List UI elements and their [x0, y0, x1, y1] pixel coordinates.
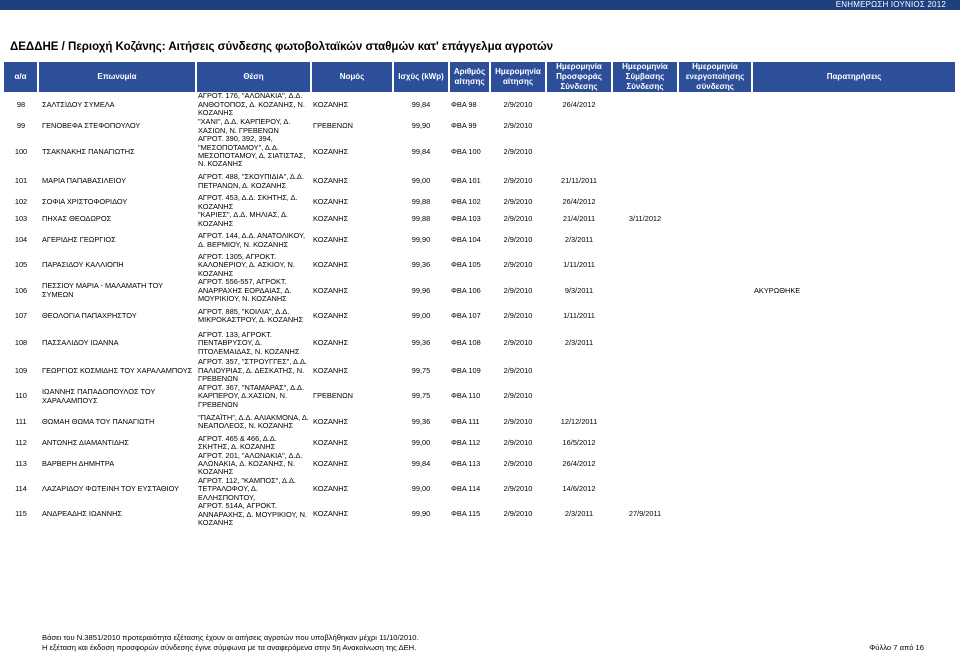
top-banner [0, 0, 960, 10]
cell-activation-date [678, 502, 752, 527]
col-header-prefecture: Νομός [311, 62, 393, 92]
cell-contract-date [612, 278, 678, 303]
cell-location: ΑΓΡΟΤ. 556-557, ΑΓΡΟΚΤ. ΑΝΑΡΡΑΧΗΣ ΕΟΡΔΑΙΑΣ, Δ. ΜΟΥΡΙΚΙΟΥ, Ν. ΚΟΖΑΝΗΣ [198, 278, 292, 304]
cell-app-date: 2/9/2010 [503, 235, 533, 245]
cell-no: 109 [14, 365, 28, 375]
cell-app-date: 2/9/2010 [503, 285, 533, 295]
cell-app-date: 2/9/2010 [503, 214, 533, 224]
cell-prefecture: ΚΟΖΑΝΗΣ [313, 484, 349, 494]
cell-offer-date: 9/3/2011 [564, 285, 594, 295]
cell-app-date: 2/9/2010 [503, 484, 533, 494]
cell-contract-date [612, 92, 678, 118]
col-header-app-date: Ημερομηνία αίτησης [490, 62, 546, 92]
cell-notes [752, 169, 956, 194]
table-row [4, 358, 956, 383]
cell-power: 99,84 [411, 146, 431, 156]
cell-notes [752, 502, 956, 527]
cell-prefecture: ΚΟΖΑΝΗΣ [313, 338, 349, 348]
cell-contract-date [612, 303, 678, 328]
cell-offer-date: 2/3/2011 [564, 235, 594, 245]
cell-prefecture: ΚΟΖΑΝΗΣ [313, 437, 349, 447]
cell-offer-date: 26/4/2012 [562, 458, 596, 468]
cell-no: 115 [15, 509, 27, 519]
cell-app-no: ΦΒΑ 99 [451, 121, 477, 131]
cell-name: ΠΕΣΣΙΟΥ ΜΑΡΙΑ - ΜΑΛΑΜΑΤΗ ΤΟΥ ΣΥΜΕΩΝ [42, 281, 163, 299]
table-row [4, 118, 956, 135]
cell-offer-date [546, 384, 612, 410]
cell-location: ΑΓΡΟΤ. 453, Δ.Δ. ΣΚΗΤΗΣ, Δ. ΚΟΖΑΝΗΣ [198, 194, 298, 211]
cell-location: "ΧΑΝΙ", Δ.Δ. ΚΑΡΠΕΡΟΥ, Δ. ΧΑΣΙΩΝ, Ν. ΓΡΕΒΕΝΩΝ [198, 118, 291, 135]
cell-power: 99,36 [411, 260, 431, 270]
cell-notes [752, 92, 956, 118]
cell-location: ΑΓΡΟΤ. 885, "ΚΟΙΛΙΑ", Δ.Δ. ΜΙΚΡΟΚΑΣΤΡΟΥ, Δ. ΚΟΖΑΝΗΣ [198, 306, 304, 324]
page-number: Φύλλο 7 από 16 [869, 643, 924, 652]
cell-offer-date: 12/12/2011 [560, 416, 598, 426]
cell-activation-date [678, 384, 752, 410]
cell-prefecture: ΚΟΖΑΝΗΣ [313, 285, 349, 295]
cell-contract-date [612, 358, 678, 383]
table-row [4, 502, 956, 527]
cell-app-no: ΦΒΑ 103 [451, 214, 481, 224]
cell-power: 99,75 [411, 365, 431, 375]
cell-offer-date: 26/4/2012 [562, 99, 596, 109]
table-row [4, 194, 956, 211]
cell-notes [752, 328, 956, 358]
cell-prefecture: ΚΟΖΑΝΗΣ [313, 458, 349, 468]
cell-name: ΠΑΣΣΑΛΙΔΟΥ ΙΩΑΝΝΑ [42, 338, 119, 348]
footer-note-2: Η εξέταση και έκδοση προσφορών σύνδεσης έγινε σύμφωνα με τα αναφερόμενα στην 5η Ανακοίνωση της ΔΕΗ. [42, 643, 417, 652]
cell-activation-date [678, 211, 752, 228]
cell-prefecture: ΚΟΖΑΝΗΣ [313, 214, 349, 224]
cell-app-no: ΦΒΑ 109 [451, 365, 481, 375]
table-row [4, 211, 956, 228]
cell-app-no: ΦΒΑ 110 [451, 391, 481, 401]
cell-offer-date: 2/3/2011 [564, 509, 594, 519]
cell-power: 99,90 [411, 235, 431, 245]
cell-location: ΑΓΡΟΤ. 133, ΑΓΡΟΚΤ. ΠΕΝΤΑΒΡΥΣΟΥ, Δ. ΠΤΟΛΕΜΑΙΔΑΣ, Ν. ΚΟΖΑΝΗΣ [198, 329, 300, 356]
cell-app-date: 2/9/2010 [503, 437, 533, 447]
cell-activation-date [678, 410, 752, 435]
cell-offer-date: 26/4/2012 [562, 197, 596, 207]
cell-power: 99,00 [411, 310, 431, 320]
table-row [4, 328, 956, 358]
cell-app-date: 2/9/2010 [503, 338, 533, 348]
col-header-contract-date: Ημερομηνία Σύμβασης Σύνδεσης [612, 62, 678, 92]
cell-notes [752, 435, 956, 452]
cell-prefecture: ΚΟΖΑΝΗΣ [313, 365, 349, 375]
cell-no: 110 [15, 391, 27, 401]
cell-name: ΓΕΩΡΓΙΟΣ ΚΟΣΜΙΔΗΣ ΤΟΥ ΧΑΡΑΛΑΜΠΟΥΣ [42, 365, 193, 375]
cell-name: ΑΝΔΡΕΑΔΗΣ ΙΩΑΝΝΗΣ [42, 509, 122, 519]
cell-name: ΓΕΝΟΒΕΦΑ ΣΤΕΦΟΠΟΥΛΟΥ [42, 121, 141, 131]
cell-notes [752, 228, 956, 253]
cell-name: ΣΟΦΙΑ ΧΡΙΣΤΟΦΟΡΙΔΟΥ [42, 197, 128, 207]
cell-power: 99,84 [411, 99, 431, 109]
cell-contract-date: 27/9/2011 [628, 509, 662, 519]
cell-power: 99,90 [411, 121, 431, 131]
cell-name: ΛΑΖΑΡΙΔΟΥ ΦΩΤΕΙΝΗ ΤΟΥ ΕΥΣΤΑΘΙΟΥ [42, 484, 180, 494]
cell-no: 104 [14, 235, 28, 245]
cell-offer-date: 1/11/2011 [563, 260, 595, 270]
cell-notes [752, 211, 956, 228]
col-header-notes: Παρατηρήσεις [752, 62, 956, 92]
cell-activation-date [678, 278, 752, 303]
cell-name: ΠΗΧΑΣ ΘΕΟΔΩΡΟΣ [42, 214, 112, 224]
cell-activation-date [678, 92, 752, 118]
col-header-app-no: Αριθμός αίτησης [449, 62, 490, 92]
table-row [4, 435, 956, 452]
table-row [4, 452, 956, 477]
cell-activation-date [678, 118, 752, 135]
cell-no: 98 [16, 99, 26, 109]
cell-app-date: 2/9/2010 [503, 146, 533, 156]
col-header-name: Επωνυμία [38, 62, 196, 92]
cell-app-no: ΦΒΑ 105 [451, 260, 481, 270]
cell-no: 101 [14, 176, 28, 186]
cell-notes [752, 477, 956, 502]
cell-notes [752, 253, 956, 278]
cell-activation-date [678, 135, 752, 169]
table-row [4, 169, 956, 194]
cell-prefecture: ΚΟΖΑΝΗΣ [313, 509, 349, 519]
cell-location: ΑΓΡΟΤ. 357, "ΣΤΡΟΥΓΓΕΣ", Δ.Δ. ΠΑΛΙΟΥΡΙΑΣ, Δ. ΔΕΣΚΑΤΗΣ, Ν. ΓΡΕΒΕΝΩΝ [198, 358, 307, 384]
cell-name: ΠΑΡΑΣΙΔΟΥ ΚΑΛΛΙΟΠΗ [42, 260, 124, 270]
page-title: ΔΕΔΔΗΕ / Περιοχή Κοζάνης: Αιτήσεις σύνδεσης φωτοβολταϊκών σταθμών κατ' επάγγελμα αγροτών [10, 41, 554, 53]
cell-prefecture: ΚΟΖΑΝΗΣ [313, 99, 349, 109]
cell-name: ΑΝΤΩΝΗΣ ΔΙΑΜΑΝΤΙΔΗΣ [42, 437, 129, 447]
cell-offer-date: 2/3/2011 [564, 338, 594, 348]
cell-app-no: ΦΒΑ 115 [451, 509, 481, 519]
cell-notes [752, 135, 956, 169]
cell-name: ΒΑΡΒΕΡΗ ΔΗΜΗΤΡΑ [42, 458, 115, 468]
table-row [4, 135, 956, 169]
cell-app-no: ΦΒΑ 107 [451, 310, 481, 320]
cell-contract-date: 3/11/2012 [628, 214, 662, 224]
cell-contract-date [612, 328, 678, 358]
cell-name: ΤΣΑΚΝΑΚΗΣ ΠΑΝΑΓΙΩΤΗΣ [42, 146, 135, 156]
cell-app-no: ΦΒΑ 114 [451, 484, 481, 494]
cell-activation-date [678, 358, 752, 383]
cell-activation-date [678, 194, 752, 211]
cell-name: ΑΓΕΡΙΔΗΣ ΓΕΩΡΓΙΟΣ [42, 235, 116, 245]
cell-notes [752, 118, 956, 135]
cell-app-no: ΦΒΑ 102 [451, 197, 481, 207]
cell-location: ΑΓΡΟΤ. 1305, ΑΓΡΟΚΤ. ΚΑΛΟΝΕΡΙΟΥ, Δ. ΑΣΚΙΟΥ, Ν. ΚΟΖΑΝΗΣ [198, 253, 295, 278]
cell-prefecture: ΚΟΖΑΝΗΣ [313, 310, 349, 320]
cell-location: ΑΓΡΟΤ. 390, 392, 394, "ΜΕΣΟΠΟΤΑΜΟΥ", Δ.Δ. ΜΕΣΟΠΟΤΑΜΟΥ, Δ. ΣΙΑΤΙΣΤΑΣ, Ν. ΚΟΖΑΝΗΣ [198, 135, 306, 169]
cell-power: 99,00 [411, 484, 431, 494]
footer-note-1: Βάσει του Ν.3851/2010 προτεραιότητα εξέτασης έχουν οι αιτήσεις αγροτών που υποβλήθηκαν μέχρι 11/10/2010. [42, 633, 419, 642]
cell-location: ΑΓΡΟΤ. 465 & 466, Δ.Δ. ΣΚΗΤΗΣ, Δ. ΚΟΖΑΝΗΣ [198, 434, 277, 452]
cell-contract-date [612, 194, 678, 211]
cell-offer-date: 21/4/2011 [562, 214, 596, 224]
cell-activation-date [678, 452, 752, 477]
cell-location: "ΠΑΖΑΪΤΗ", Δ.Δ. ΑΛΙΑΚΜΟΝΑ, Δ. ΝΕΑΠΟΛΕΟΣ, Ν. ΚΟΖΑΝΗΣ [198, 412, 309, 431]
cell-power: 99,00 [411, 437, 431, 447]
cell-app-date: 2/9/2010 [503, 458, 533, 468]
cell-no: 99 [16, 121, 26, 131]
cell-offer-date [546, 135, 612, 169]
cell-app-no: ΦΒΑ 104 [451, 235, 481, 245]
cell-power: 99,00 [411, 176, 431, 186]
cell-app-no: ΦΒΑ 111 [451, 416, 480, 426]
cell-prefecture: ΓΡΕΒΕΝΩΝ [313, 121, 353, 131]
table-header-row [4, 62, 956, 92]
cell-offer-date: 1/11/2011 [563, 310, 595, 320]
cell-notes [752, 303, 956, 328]
table-row [4, 253, 956, 278]
cell-app-no: ΦΒΑ 98 [451, 99, 477, 109]
cell-app-date: 2/9/2010 [503, 121, 533, 131]
cell-power: 99,88 [411, 214, 431, 224]
cell-location: ΑΓΡΟΤ. 112, "ΚΑΜΠΟΣ", Δ.Δ. ΤΕΤΡΑΛΟΦΟΥ, Δ. ΕΛΛΗΣΠΟΝΤΟΥ, [198, 476, 296, 502]
cell-name: ΘΩΜΑΗ ΘΩΜΑ ΤΟΥ ΠΑΝΑΓΙΩΤΗ [42, 416, 155, 426]
cell-app-no: ΦΒΑ 113 [451, 458, 481, 468]
cell-no: 100 [14, 146, 28, 156]
table-row [4, 477, 956, 502]
cell-no: 111 [15, 416, 27, 426]
cell-activation-date [678, 303, 752, 328]
cell-power: 99,88 [411, 197, 431, 207]
cell-no: 107 [14, 310, 28, 320]
cell-notes [752, 410, 956, 435]
cell-activation-date [678, 435, 752, 452]
cell-app-date: 2/9/2010 [503, 509, 533, 519]
cell-no: 108 [14, 338, 28, 348]
cell-contract-date [612, 228, 678, 253]
col-header-no: α/α [4, 62, 38, 92]
table-body [4, 92, 956, 527]
cell-name: ΣΑΛΤΣΙΔΟΥ ΣΥΜΕΛΑ [42, 99, 115, 109]
cell-power: 99,90 [411, 509, 431, 519]
cell-contract-date [612, 169, 678, 194]
col-header-activation-date: Ημερομηνία ενεργοποίησης σύνδεσης [678, 62, 752, 92]
cell-app-date: 2/9/2010 [503, 310, 533, 320]
cell-name: ΙΩΑΝΝΗΣ ΠΑΠΑΔΟΠΟΥΛΟΣ ΤΟΥ ΧΑΡΑΛΑΜΠΟΥΣ [42, 387, 156, 405]
cell-app-no: ΦΒΑ 100 [451, 146, 481, 156]
cell-app-date: 2/9/2010 [503, 391, 533, 401]
cell-location: ΑΓΡΟΤ. 176, "ΑΛΩΝΑΚΙΑ", Δ.Δ. ΑΝΘΟΤΟΠΟΣ, Δ. ΚΟΖΑΝΗΣ, Ν. ΚΟΖΑΝΗΣ [198, 92, 305, 118]
cell-location: "ΚΑΡΙΕΣ", Δ.Δ. ΜΗΛΙΑΣ, Δ. ΚΟΖΑΝΗΣ [198, 211, 288, 228]
cell-activation-date [678, 328, 752, 358]
cell-contract-date [612, 253, 678, 278]
cell-prefecture: ΚΟΖΑΝΗΣ [313, 176, 349, 186]
cell-no: 103 [14, 214, 28, 224]
cell-offer-date: 21/11/2011 [561, 176, 597, 186]
cell-notes [752, 194, 956, 211]
table-row [4, 278, 956, 303]
applications-table [4, 62, 957, 527]
cell-notes [752, 384, 956, 410]
cell-no: 102 [14, 197, 28, 207]
cell-name: ΜΑΡΙΑ ΠΑΠΑΒΑΣΙΛΕΙΟΥ [42, 176, 127, 186]
cell-activation-date [678, 228, 752, 253]
cell-power: 99,75 [411, 391, 431, 401]
cell-power: 99,84 [411, 458, 431, 468]
cell-offer-date [546, 358, 612, 383]
cell-power: 99,36 [411, 416, 431, 426]
cell-location: ΑΓΡΟΤ. 201, "ΑΛΩΝΑΚΙΑ", Δ.Δ. ΑΛΩΝΑΚΙΑ, Δ. ΚΟΖΑΝΗΣ, Ν. ΚΟΖΑΝΗΣ [198, 451, 303, 477]
table-row [4, 410, 956, 435]
applications-table-wrapper [0, 62, 960, 527]
cell-contract-date [612, 435, 678, 452]
cell-location: ΑΓΡΟΤ. 144, Δ.Δ. ΑΝΑΤΟΛΙΚΟΥ, Δ. ΒΕΡΜΙΟΥ, Ν. ΚΟΖΑΝΗΣ [198, 231, 306, 249]
cell-app-no: ΦΒΑ 112 [451, 437, 481, 447]
cell-prefecture: ΚΟΖΑΝΗΣ [313, 260, 349, 270]
table-row [4, 303, 956, 328]
cell-power: 99,96 [411, 285, 431, 295]
cell-app-no: ΦΒΑ 108 [451, 338, 481, 348]
cell-notes: ΑΚΥΡΩΘΗΚΕ [754, 285, 801, 295]
cell-contract-date [612, 118, 678, 135]
cell-prefecture: ΓΡΕΒΕΝΩΝ [313, 391, 353, 401]
cell-app-date: 2/9/2010 [503, 176, 533, 186]
cell-prefecture: ΚΟΖΑΝΗΣ [313, 197, 349, 207]
cell-activation-date [678, 253, 752, 278]
cell-location: ΑΓΡΟΤ. 514Α, ΑΓΡΟΚΤ. ΑΝΝΑΡΑΧΗΣ, Δ. ΜΟΥΡΙΚΙΟΥ, Ν. ΚΟΖΑΝΗΣ [198, 502, 307, 527]
table-row [4, 228, 956, 253]
table-row [4, 384, 956, 410]
col-header-power: Ισχύς (kWp) [393, 62, 449, 92]
cell-offer-date: 16/5/2012 [562, 437, 596, 447]
cell-prefecture: ΚΟΖΑΝΗΣ [313, 146, 349, 156]
col-header-location: Θέση [196, 62, 311, 92]
cell-location: ΑΓΡΟΤ. 488, "ΣΚΟΥΠΙΔΙΑ", Δ.Δ. ΠΕΤΡΑΝΩΝ, Δ. ΚΟΖΑΝΗΣ [198, 172, 304, 190]
cell-app-no: ΦΒΑ 101 [451, 176, 481, 186]
cell-no: 105 [14, 260, 28, 270]
cell-activation-date [678, 169, 752, 194]
cell-offer-date: 14/6/2012 [562, 484, 596, 494]
cell-offer-date [546, 118, 612, 135]
cell-app-date: 2/9/2010 [503, 365, 533, 375]
cell-no: 112 [15, 437, 27, 447]
cell-app-date: 2/9/2010 [503, 416, 533, 426]
update-label: ΕΝΗΜΕΡΩΣΗ ΙΟΥΝΙΟΣ 2012 [835, 0, 946, 9]
cell-app-date: 2/9/2010 [503, 260, 533, 270]
cell-contract-date [612, 410, 678, 435]
cell-contract-date [612, 452, 678, 477]
cell-no: 113 [15, 458, 27, 468]
cell-location: ΑΓΡΟΤ. 367, "ΝΤΑΜΑΡΑΣ", Δ.Δ. ΚΑΡΠΕΡΟΥ, Δ.ΧΑΣΙΩΝ, Ν. ΓΡΕΒΕΝΩΝ [198, 383, 305, 409]
cell-app-date: 2/9/2010 [503, 197, 533, 207]
cell-no: 106 [14, 285, 28, 295]
cell-contract-date [612, 135, 678, 169]
table-row [4, 92, 956, 118]
cell-notes [752, 452, 956, 477]
col-header-offer-date: Ημερομηνία Προσφοράς Σύνδεσης [546, 62, 612, 92]
cell-activation-date [678, 477, 752, 502]
cell-name: ΘΕΟΛΟΓΙΑ ΠΑΠΑΧΡΗΣΤΟΥ [42, 310, 137, 320]
cell-app-no: ΦΒΑ 106 [451, 285, 481, 295]
cell-contract-date [612, 384, 678, 410]
cell-prefecture: ΚΟΖΑΝΗΣ [313, 235, 349, 245]
cell-notes [752, 358, 956, 383]
cell-contract-date [612, 477, 678, 502]
cell-power: 99,36 [411, 338, 431, 348]
cell-app-date: 2/9/2010 [503, 99, 533, 109]
cell-no: 114 [15, 484, 27, 494]
cell-prefecture: ΚΟΖΑΝΗΣ [313, 416, 349, 426]
